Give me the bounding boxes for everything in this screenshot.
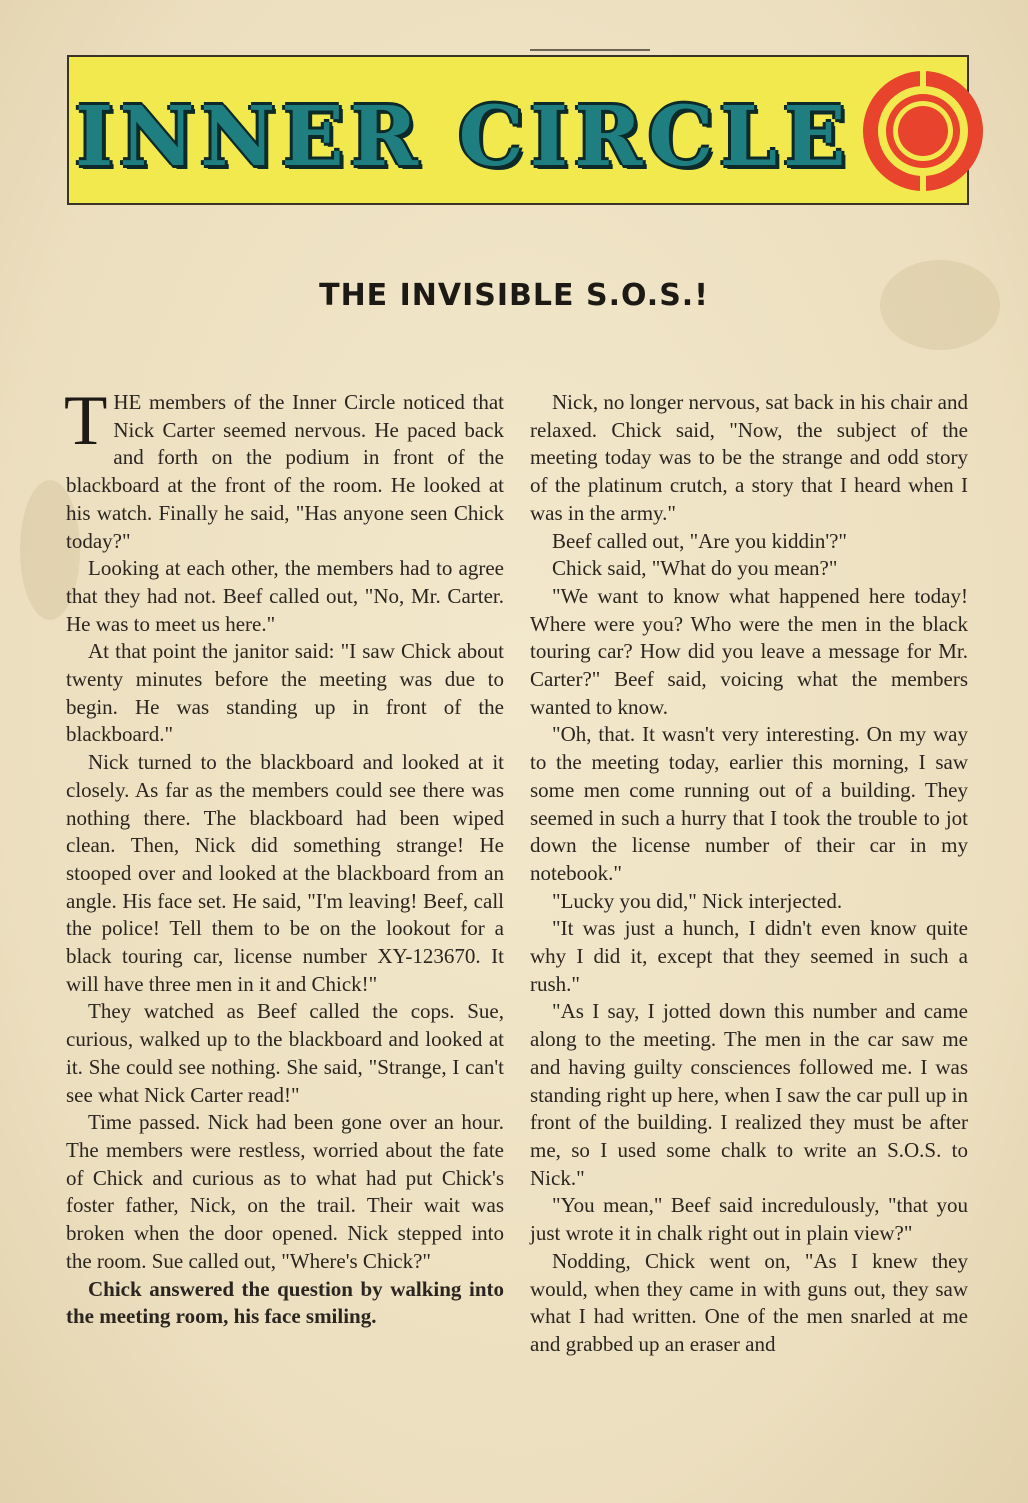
story-headline: THE INVISIBLE S.O.S.! xyxy=(319,278,709,313)
paragraph-3: At that point the janitor said: "I saw Chick about twenty minutes before the meeting was due to begin. He was standing up in front of the blackboard." xyxy=(66,639,504,747)
paragraph-9: Beef called out, "Are you kiddin'?" xyxy=(552,528,848,553)
paragraph-17: Nodding, Chick went on, "As I knew they would, when they came in with guns out, they saw what I had written. One of the men snarled at me and grabbed up an eraser and xyxy=(530,1248,968,1356)
left-column xyxy=(64,382,504,1331)
paragraph-1 xyxy=(64,382,504,555)
paragraph-13: "Lucky you did," Nick interjected. xyxy=(552,888,843,913)
paragraph-text: HE members of the Inner Circle noticed that Nick Carter seemed nervous. He paced back and forth on the podium in front of the blackboard at the front of the room. He looked at his watch. Finally he said, "Has anyone seen Chick today?" xyxy=(66,390,504,553)
drop-cap: T xyxy=(64,382,108,460)
paragraph-4: Nick turned to the blackboard and looked at it closely. As far as the members could see there was nothing there. The blackboard had been wiped clean. Then, Nick did something strange! He stooped over and looked at the blackboard from an angle. His face set. He said, "I'm leaving! Beef, call the police! Tell them to be on the lookout for a black touring car, license number XY-123670. It will have three men in it and Chick!" xyxy=(66,750,504,996)
paragraph-14: "It was just a hunch, I didn't even know quite why I did it, except that they seemed in such a rush." xyxy=(530,916,968,996)
paragraph-15: "As I say, I jotted down this number and came along to the meeting. The men in the car saw me and having guilty consciences followed me. I was standing right up here, when I saw the car pull up in front of the building. I realized they must be after me, so I used some chalk to write an S.O.S. to Nick." xyxy=(530,999,968,1190)
top-rule xyxy=(530,49,650,51)
banner-title: INNER CIRCLE xyxy=(75,89,852,185)
paragraph-16: "You mean," Beef said incredulously, "that you just wrote it in chalk right out in plain view?" xyxy=(530,1193,968,1246)
paragraph-5: They watched as Beef called the cops. Sue, curious, walked up to the blackboard and looked at it. She could see nothing. She said, "Strange, I can't see what Nick Carter read!" xyxy=(66,999,504,1107)
paragraph-7: Chick answered the question by walking into the meeting room, his face smiling. xyxy=(66,1276,504,1329)
target-icon xyxy=(861,69,985,193)
paragraph-12: "Oh, that. It wasn't very interesting. On my way to the meeting today, earlier this morning, I saw some men come running out of a building. They seemed in such a hurry that I took the trouble to jot down the license number of their car in my notebook." xyxy=(530,722,968,885)
paragraph-6: Time passed. Nick had been gone over an hour. The members were restless, worried about the fate of Chick and curious as to what had put Chick's foster father, Nick, on the trail. Their wait was broken when the door opened. Nick stepped into the room. Sue called out, "Where's Chick?" xyxy=(66,1110,504,1273)
paragraph-10: Chick said, "What do you mean?" xyxy=(552,556,838,581)
title-banner xyxy=(67,55,969,205)
right-column xyxy=(530,389,968,1359)
paragraph-2: Looking at each other, the members had to agree that they had not. Beef called out, "No, Mr. Carter. He was to meet us here." xyxy=(66,556,504,636)
paragraph-8: Nick, no longer nervous, sat back in his chair and relaxed. Chick said, "Now, the subject of the meeting today was to be the strange and odd story of the platinum crutch, a story that I heard when I was in the army." xyxy=(530,390,968,525)
paragraph-11: "We want to know what happened here today! Where were you? Who were the men in the black touring car? How did you leave a message for Mr. Carter?" Beef said, voicing what the members wanted to know. xyxy=(530,583,968,719)
